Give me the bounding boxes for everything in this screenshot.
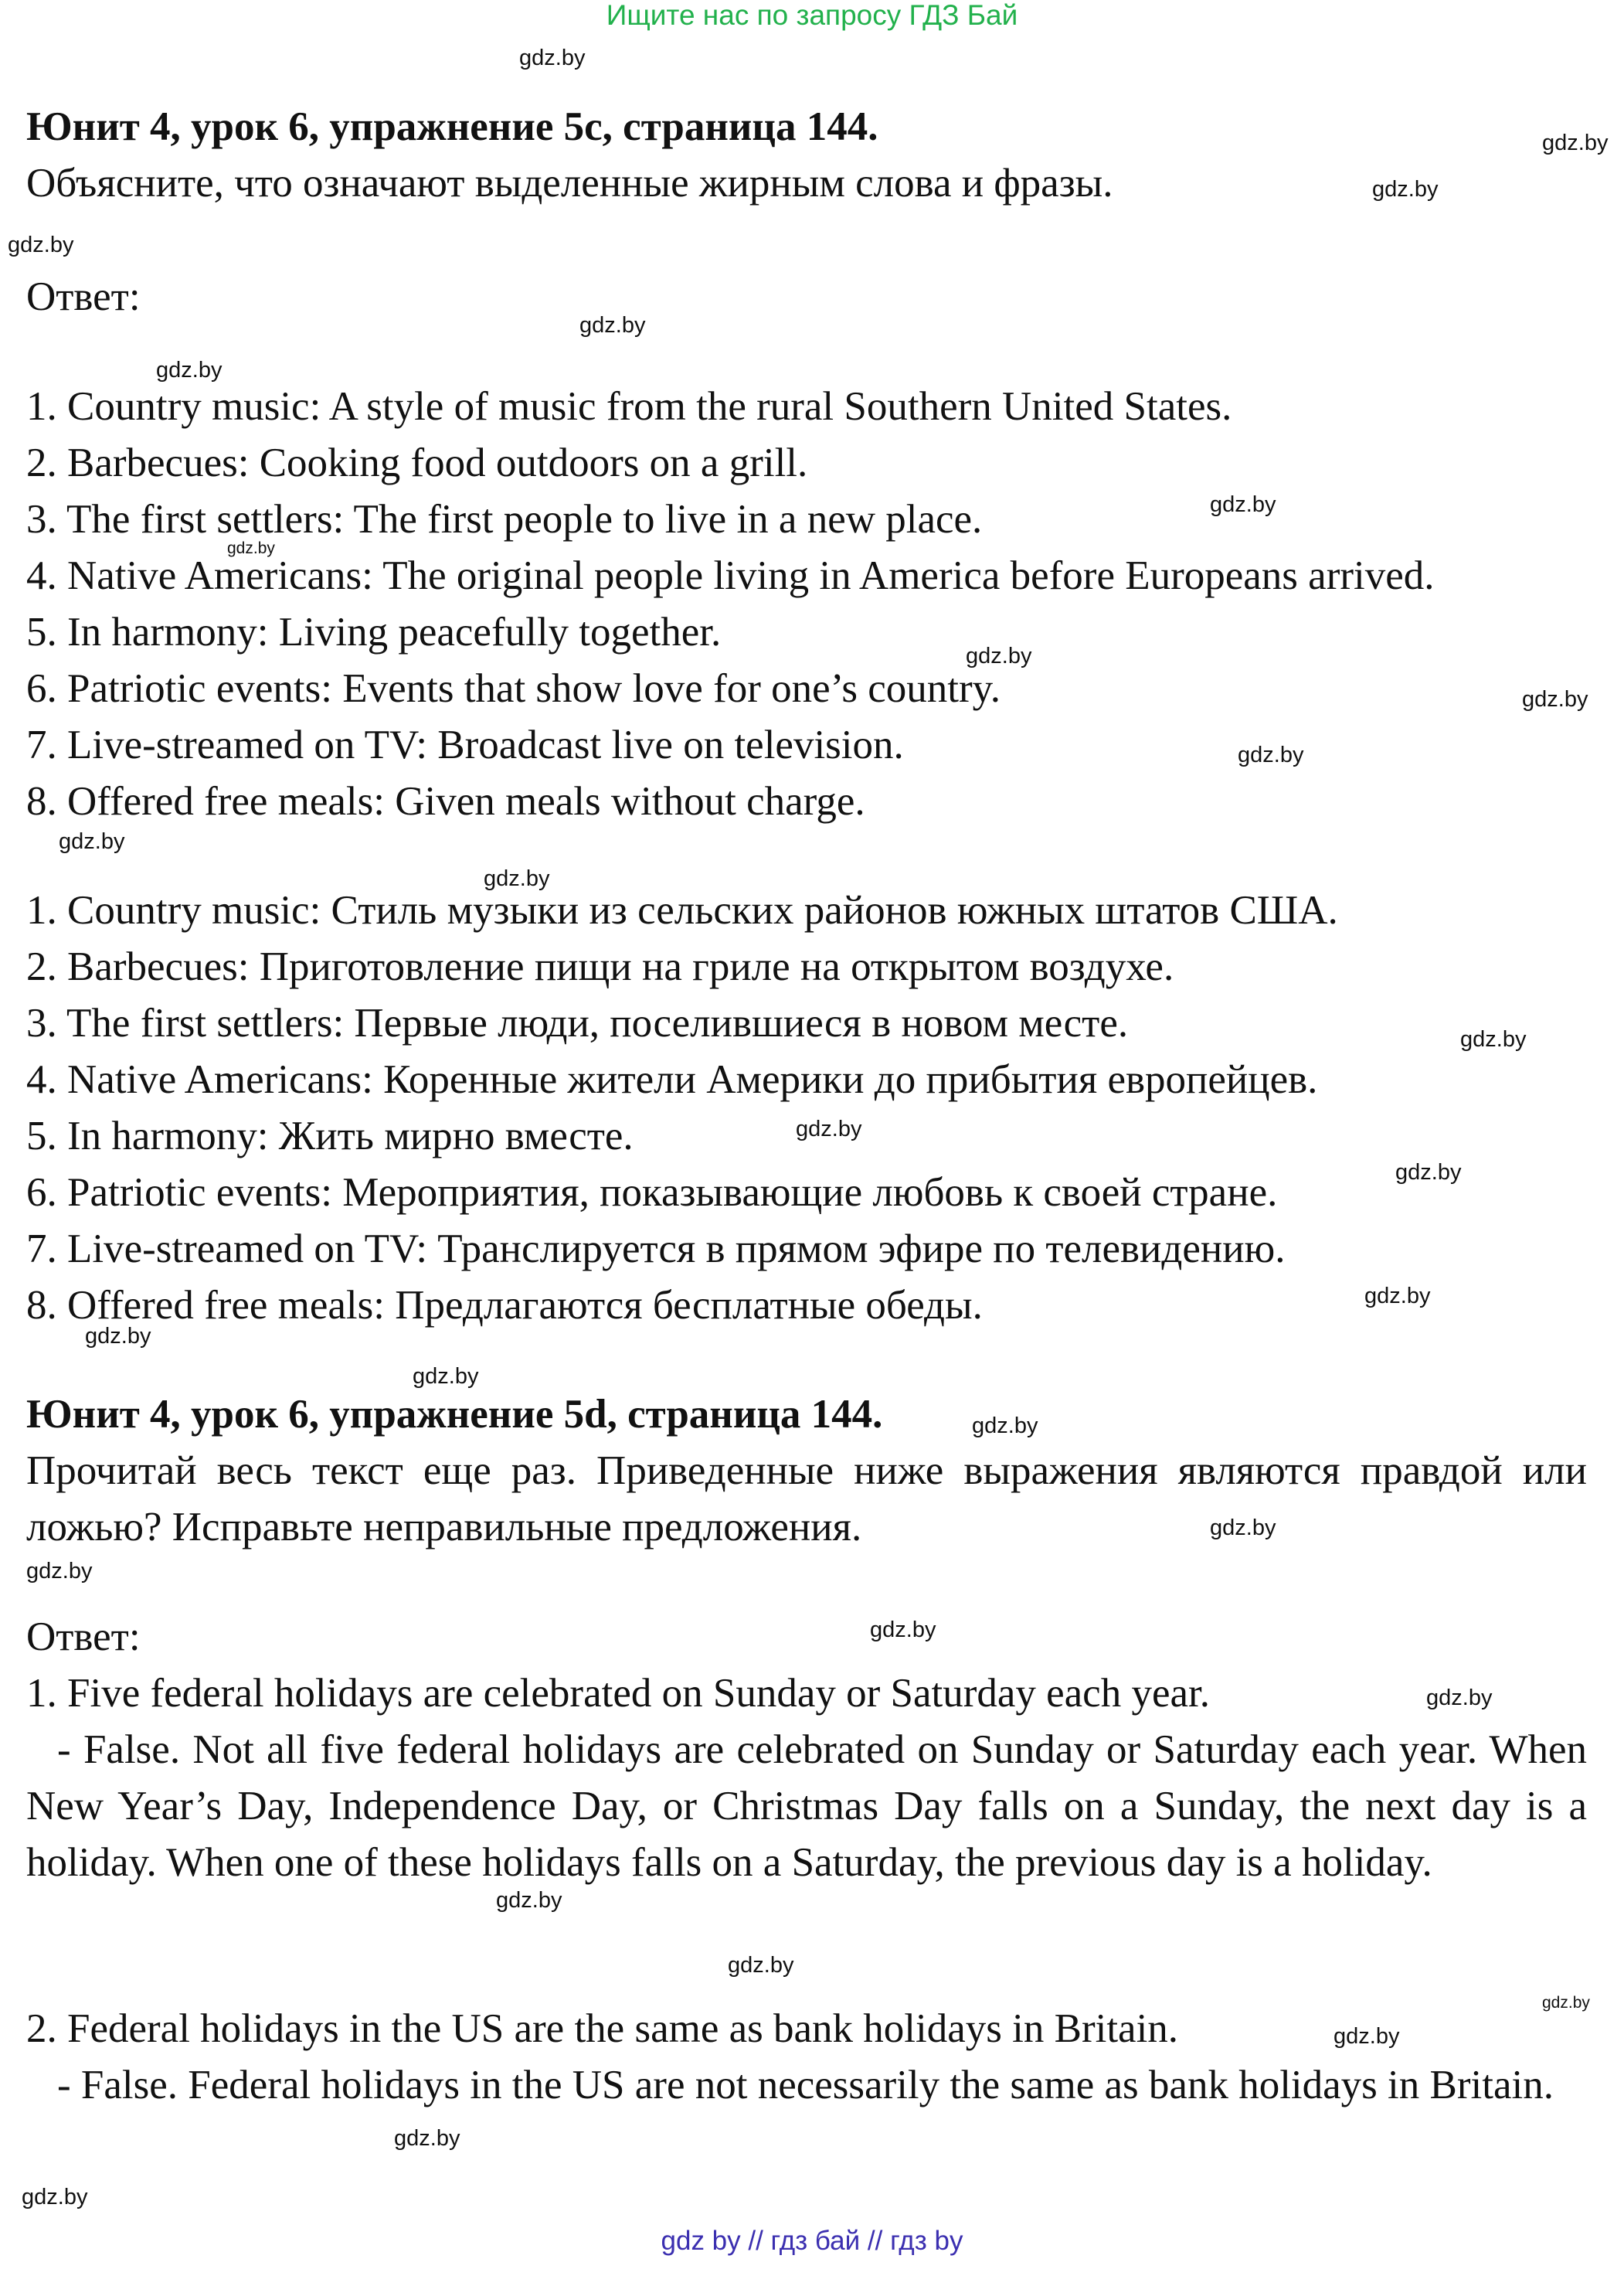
answer-1: - False. Not all five federal holidays are celebrated on Sunday or Saturday each year. When New Year’s Day, Independence Day, or Christmas Day falls on a Sunday, the next day is a holiday. When one of these holidays falls on a Saturday, the previous day is a holiday. bbox=[26, 1727, 1587, 1885]
watermark: gdz.by bbox=[59, 829, 125, 854]
section-5c-heading: Юнит 4, урок 6, упражнение 5c, страница 144. bbox=[26, 104, 878, 149]
watermark: gdz.by bbox=[22, 2185, 88, 2209]
watermark: gdz.by bbox=[1238, 743, 1304, 767]
watermark: gdz.by bbox=[796, 1117, 862, 1141]
definition-ru-2: 2. Barbecues: Приготовление пищи на гриле на открытом воздухе. bbox=[26, 944, 1174, 989]
watermark: gdz.by bbox=[484, 866, 550, 891]
watermark: gdz.by bbox=[1210, 492, 1276, 517]
watermark: gdz.by bbox=[579, 313, 646, 338]
watermark: gdz.by bbox=[1460, 1027, 1527, 1052]
watermark: gdz.by bbox=[1426, 1686, 1493, 1710]
watermark: gdz.by bbox=[26, 1559, 93, 1584]
definition-ru-6: 6. Patriotic events: Мероприятия, показывающие любовь к своей стране. bbox=[26, 1170, 1278, 1215]
definition-ru-1: 1. Country music: Стиль музыки из сельских районов южных штатов США. bbox=[26, 888, 1338, 933]
section-5d-heading: Юнит 4, урок 6, упражнение 5d, страница 144. bbox=[26, 1392, 883, 1437]
definition-ru-4: 4. Native Americans: Коренные жители Америки до прибытия европейцев. bbox=[26, 1057, 1318, 1102]
footer-text[interactable]: gdz by // гдз бай // гдз by bbox=[661, 2226, 963, 2256]
definition-ru-7: 7. Live-streamed on TV: Транслируется в прямом эфире по телевидению. bbox=[26, 1226, 1286, 1271]
watermark: gdz.by bbox=[1334, 2024, 1400, 2049]
watermark: gdz.by bbox=[1522, 687, 1588, 712]
watermark: gdz.by bbox=[227, 539, 275, 557]
watermark: gdz.by bbox=[1210, 1516, 1276, 1540]
watermark: gdz.by bbox=[972, 1413, 1038, 1438]
definition-en-5: 5. In harmony: Living peacefully together. bbox=[26, 610, 722, 655]
section-5c-task: Объясните, что означают выделенные жирным слова и фразы. bbox=[26, 161, 1113, 206]
watermark: gdz.by bbox=[8, 233, 74, 257]
top-banner-text: Ищите нас по запросу ГДЗ Бай bbox=[606, 0, 1018, 31]
watermark: gdz.by bbox=[413, 1364, 479, 1389]
watermark: gdz.by bbox=[870, 1618, 936, 1642]
definition-en-4: 4. Native Americans: The original people living in America before Europeans arrived. bbox=[26, 553, 1435, 598]
section-5c-answer-label: Ответ: bbox=[26, 274, 141, 319]
definition-ru-5: 5. In harmony: Жить мирно вместе. bbox=[26, 1114, 634, 1158]
watermark: gdz.by bbox=[966, 644, 1032, 668]
watermark: gdz.by bbox=[85, 1324, 151, 1349]
section-5d-answer-label: Ответ: bbox=[26, 1614, 141, 1659]
watermark: gdz.by bbox=[156, 358, 223, 383]
definition-en-7: 7. Live-streamed on TV: Broadcast live on television. bbox=[26, 723, 904, 767]
definition-ru-3: 3. The first settlers: Первые люди, поселившиеся в новом месте. bbox=[26, 1001, 1129, 1046]
statement-2: 2. Federal holidays in the US are the same as bank holidays in Britain. bbox=[26, 2006, 1179, 2051]
watermark: gdz.by bbox=[1364, 1284, 1431, 1308]
definition-en-3: 3. The first settlers: The first people to live in a new place. bbox=[26, 497, 983, 542]
watermark: gdz.by bbox=[728, 1953, 794, 1978]
watermark: gdz.by bbox=[1542, 1994, 1590, 2012]
watermark: gdz.by bbox=[1372, 177, 1439, 202]
definition-en-1: 1. Country music: A style of music from the rural Southern United States. bbox=[26, 384, 1232, 429]
definition-en-2: 2. Barbecues: Cooking food outdoors on a grill. bbox=[26, 441, 808, 485]
section-5d-task: Прочитай весь текст еще раз. Приведенные ниже выражения являются правдой или ложью? Исправьте неправильные предложения. bbox=[26, 1448, 1587, 1550]
watermark: gdz.by bbox=[394, 2126, 460, 2151]
footer-links bbox=[0, 2226, 1624, 2257]
watermark: gdz.by bbox=[1542, 131, 1609, 155]
definition-en-6: 6. Patriotic events: Events that show love for one’s country. bbox=[26, 666, 1001, 711]
watermark: gdz.by bbox=[496, 1888, 562, 1913]
watermark: gdz.by bbox=[519, 46, 586, 70]
top-banner bbox=[0, 0, 1624, 31]
answer-2: - False. Federal holidays in the US are not necessarily the same as bank holidays in Britain. bbox=[57, 2063, 1554, 2107]
watermark: gdz.by bbox=[1395, 1160, 1462, 1185]
definition-ru-8: 8. Offered free meals: Предлагаются бесплатные обеды. bbox=[26, 1283, 983, 1328]
definition-en-8: 8. Offered free meals: Given meals without charge. bbox=[26, 779, 865, 824]
statement-1: 1. Five federal holidays are celebrated on Sunday or Saturday each year. bbox=[26, 1671, 1210, 1716]
